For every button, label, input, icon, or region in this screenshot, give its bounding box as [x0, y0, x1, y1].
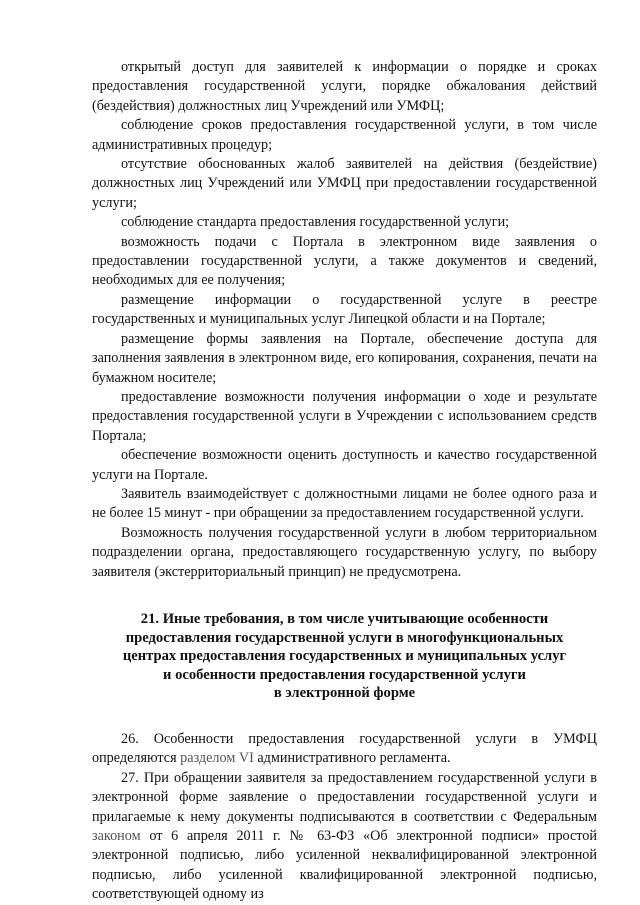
clause-26: [92, 730, 597, 769]
document-body: [92, 58, 597, 905]
list-item-quality-rating: обеспечение возможности оценить доступность и качество государственной услуги на Портале.: [92, 447, 597, 483]
section-heading-line: центрах предоставления государственных и муниципальных услуг: [122, 648, 567, 665]
section-heading-21: [92, 582, 597, 730]
section-vi-link[interactable]: разделом VI: [180, 750, 254, 767]
section-heading-line: и особенности предоставления государственной услуги: [163, 666, 526, 683]
list-item-form-on-portal: размещение формы заявления на Портале, обеспечение доступа для заполнения заявления в электронном виде, его копирования, сохранения, печати на бумажном носителе;: [92, 330, 597, 386]
clause-27-text-end: от 6 апреля 2011 г. № 63-ФЗ «Об электронной подписи» простой электронной подписью, либо усиленной неквалифицированной электронной подписью, либо усиленной квалифицированной электронной подписью, соответствующей одному из: [92, 827, 597, 903]
list-item-open-access: открытый доступ для заявителей к информации о порядке и сроках предоставления государственной услуги, порядке обжалования действий (бездействия) должностных лиц Учреждений или УМФЦ;: [92, 59, 597, 114]
clause-26-text: 26. Особенности предоставления государственной услуги в УМФЦ определяются: [92, 730, 597, 767]
clause-27: [92, 769, 597, 905]
list-item-standard-compliance: соблюдение стандарта предоставления государственной услуги;: [121, 214, 510, 231]
clause-26-text-end: административного регламента.: [253, 750, 451, 767]
list-item-deadlines: соблюдение сроков предоставления государственной услуги, в том числе административных процедур;: [92, 117, 597, 153]
list-item-no-complaints: отсутствие обоснованных жалоб заявителей на действия (бездействие) должностных лиц Учреждений или УМФЦ при предоставлении государственной услуги;: [92, 156, 597, 211]
section-heading-line: предоставления государственной услуги в многофункциональных: [125, 629, 564, 646]
list-item-registry-info: размещение информации о государственной услуге в реестре государственных и муниципальных услуг Липецкой области и на Портале;: [92, 291, 597, 328]
list-item-portal-submission: возможность подачи с Портала в электронном виде заявления о предоставлении государственной услуги, а также документов и сведений, необходимых для ее получения;: [92, 233, 597, 289]
list-item-progress-info: предоставление возможности получения информации о ходе и результате предоставления государственной услуги в Учреждении с использованием средств Портала;: [92, 388, 597, 444]
paragraph-interaction-limit: Заявитель взаимодействует с должностными лицами не более одного раза и не более 15 минут - при обращении за предоставлением государственной услуги.: [92, 485, 597, 522]
section-heading-line: в электронной форме: [273, 685, 416, 702]
paragraph-extraterritorial: Возможность получения государственной услуги в любом территориальном подразделении органа, предоставляющего государственную услугу, по выбору заявителя (экстерриториальный принцип) не предусмотрена.: [92, 524, 597, 580]
clause-27-text: 27. При обращении заявителя за предоставлением государственной услуги в электронной форме заявление о предоставлении государственной услуги и прилагаемые к нему документы подписываются в соответствии с Федеральным: [92, 769, 597, 825]
federal-law-link[interactable]: законом: [92, 827, 141, 844]
section-heading-line: 21. Иные требования, в том числе учитывающие особенности: [140, 610, 549, 627]
